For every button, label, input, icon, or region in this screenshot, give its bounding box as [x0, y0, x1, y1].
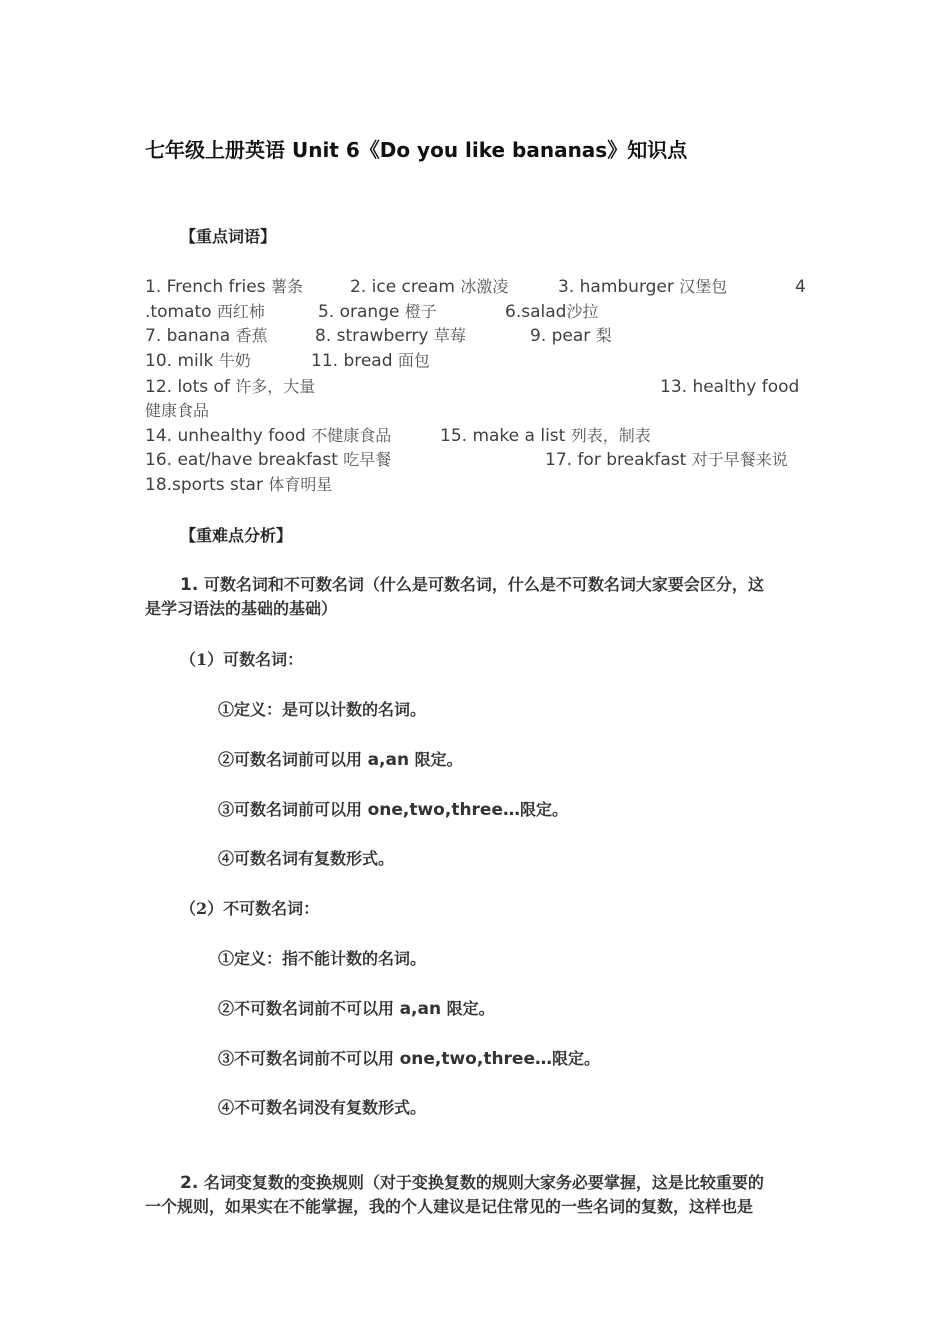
vocab-item: 16. eat/have breakfast 吃早餐 [145, 450, 392, 470]
point2-line1: 2. 名词变复数的变换规则（对于变换复数的规则大家务必要掌握，这是比较重要的 [180, 1173, 764, 1193]
vocab-item: 18.sports star 体育明星 [145, 475, 333, 495]
vocab-item-translation: 健康食品 [145, 401, 210, 420]
vocab-item: .tomato 西红柿 [145, 302, 265, 322]
point1-line1: 1. 可数名词和不可数名词（什么是可数名词，什么是不可数名词大家要会区分，这 [180, 575, 764, 595]
vocab-item: 2. ice cream 冰激凌 [350, 277, 509, 297]
uncountable-item2: ②不可数名词前不可以用 a,an 限定。 [218, 999, 495, 1019]
uncountable-item3: ③不可数名词前不可以用 one,two,three…限定。 [218, 1049, 601, 1069]
point2-line2: 一个规则，如果实在不能掌握，我的个人建议是记住常见的一些名词的复数，这样也是 [145, 1197, 754, 1216]
vocab-item: 8. strawberry 草莓 [315, 326, 466, 346]
page-title: 七年级上册英语 Unit 6《Do you like bananas》知识点 [145, 138, 688, 162]
vocab-item: 7. banana 香蕉 [145, 326, 268, 346]
vocab-item-number: 4 [795, 277, 806, 297]
section-heading-analysis: 【重难点分析】 [180, 526, 293, 545]
uncountable-heading: （2）不可数名词： [180, 899, 320, 918]
section-heading-vocab: 【重点词语】 [180, 227, 277, 246]
vocab-item: 15. make a list 列表，制表 [440, 426, 651, 446]
vocab-item: 9. pear 梨 [530, 326, 612, 346]
vocab-item: 14. unhealthy food 不健康食品 [145, 426, 392, 446]
countable-item1: ①定义：是可以计数的名词。 [218, 700, 427, 719]
vocab-item: 3. hamburger 汉堡包 [558, 277, 728, 297]
vocab-item: 6.salad沙拉 [505, 302, 599, 322]
vocab-item: 10. milk 牛奶 [145, 351, 251, 371]
countable-item4: ④可数名词有复数形式。 [218, 849, 395, 868]
vocab-item: 13. healthy food [660, 377, 800, 397]
uncountable-item4: ④不可数名词没有复数形式。 [218, 1098, 427, 1117]
uncountable-item1: ①定义：指不能计数的名词。 [218, 949, 427, 968]
vocab-item: 5. orange 橙子 [318, 302, 437, 322]
vocab-item: 12. lots of 许多，大量 [145, 377, 316, 397]
countable-item3: ③可数名词前可以用 one,two,three…限定。 [218, 800, 569, 820]
countable-item2: ②可数名词前可以用 a,an 限定。 [218, 750, 463, 770]
vocab-item: 1. French fries 薯条 [145, 277, 303, 297]
vocab-item: 11. bread 面包 [311, 351, 430, 371]
vocab-item: 17. for breakfast 对于早餐来说 [545, 450, 788, 470]
countable-heading: （1）可数名词： [180, 650, 304, 669]
point1-line2: 是学习语法的基础的基础） [145, 599, 338, 618]
